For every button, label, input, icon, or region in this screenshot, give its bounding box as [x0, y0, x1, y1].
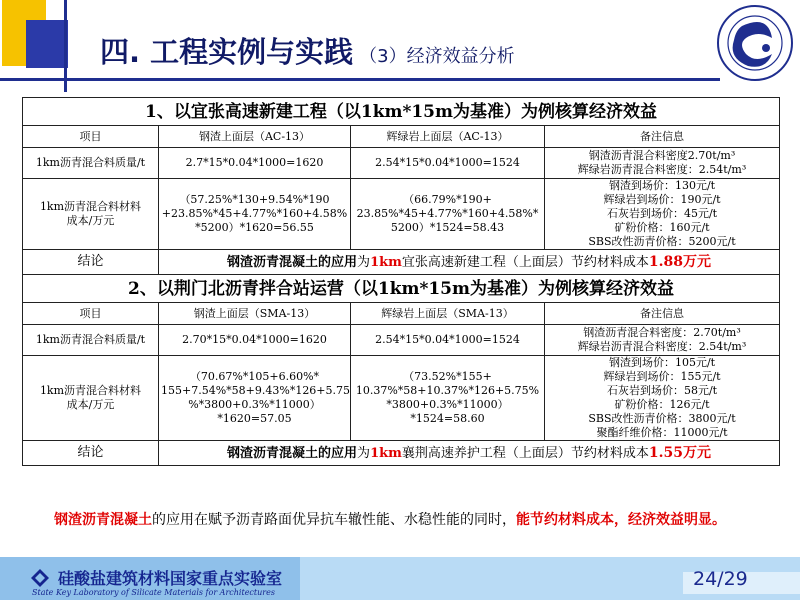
table-row	[23, 179, 780, 250]
university-seal-logo	[716, 4, 794, 82]
column-header: 项目	[23, 126, 159, 148]
table-row	[23, 356, 780, 441]
economic-benefit-table	[22, 97, 780, 466]
footer-bar	[0, 557, 800, 600]
note-line: 聚酯纤维价格：11000元/t	[596, 426, 728, 439]
note-line: 矿粉价格：126元/t	[614, 398, 710, 411]
column-header: 辉绿岩上面层（AC-13）	[351, 126, 545, 148]
section1-header-row	[23, 126, 780, 148]
section1-title: 1、以宜张高速新建工程（以1km*15m为基准）为例核算经济效益	[23, 98, 780, 126]
table-row	[23, 325, 780, 356]
row-label: 1km沥青混合料材料 成本/万元	[23, 179, 159, 250]
column-header: 钢渣上面层（AC-13）	[159, 126, 351, 148]
summary-note: 钢渣沥青混凝土的应用在赋予沥青路面优异抗车辙性能、水稳性能的同时，能节约材料成本，经济效益明显。	[54, 512, 726, 528]
note-line: 辉绿岩沥青混合料密度：2.54t/m³	[577, 340, 747, 353]
note-line: 钢渣沥青混合料密度2.70t/m³	[588, 149, 736, 162]
table-cell: （66.79%*190+ 23.85%*45+4.77%*160+4.58%* 5200）*1524=58.43	[351, 179, 545, 250]
note-line: 钢渣到场价：130元/t	[608, 179, 716, 192]
section2-conclusion-row	[23, 441, 780, 466]
table-cell: 2.7*15*0.04*1000=1620	[159, 148, 351, 179]
footer-lab-name-en: State Key Laboratory of Silicate Materials for Architectures	[32, 588, 275, 597]
row-label: 1km沥青混合料质量/t	[23, 325, 159, 356]
section2-header-row	[23, 303, 780, 325]
column-header: 备注信息	[545, 126, 780, 148]
table-cell: （70.67%*105+6.60%* 155+7.54%*58+9.43%*126+5.75 %*3800+0.3%*11000） *1620=57.05	[159, 356, 351, 441]
notes-cell	[545, 148, 780, 179]
notes-cell	[545, 179, 780, 250]
column-header: 备注信息	[545, 303, 780, 325]
footer-lab-name: 硅酸盐建筑材料国家重点实验室	[58, 569, 283, 588]
column-header: 钢渣上面层（SMA-13）	[159, 303, 351, 325]
note-line: 钢渣到场价：105元/t	[608, 356, 716, 369]
note-line: 矿粉价格：160元/t	[614, 221, 710, 234]
table-cell: 2.54*15*0.04*1000=1524	[351, 325, 545, 356]
column-header: 辉绿岩上面层（SMA-13）	[351, 303, 545, 325]
notes-cell	[545, 356, 780, 441]
lab-logo-icon	[30, 568, 50, 588]
header-deco-blue	[26, 20, 68, 68]
table-cell: （73.52%*155+ 10.37%*58+10.37%*126+5.75% *3800+0.3%*11000） *1524=58.60	[351, 356, 545, 441]
note-line: 钢渣沥青混合料密度：2.70t/m³	[583, 326, 741, 339]
page-title	[100, 30, 515, 71]
conclusion-text: 钢渣沥青混凝土的应用为1km宜张高速新建工程（上面层）节约材料成本1.88万元	[159, 250, 780, 275]
row-label: 1km沥青混合料质量/t	[23, 148, 159, 179]
note-line: 辉绿岩到场价：190元/t	[603, 193, 721, 206]
note-line: 石灰岩到场价：45元/t	[606, 207, 718, 220]
conclusion-label: 结论	[23, 441, 159, 466]
section2-title-row	[23, 275, 780, 303]
table-row	[23, 148, 780, 179]
notes-cell	[545, 325, 780, 356]
page-title-main: 四. 工程实例与实践	[100, 35, 354, 69]
section1-title-row	[23, 98, 780, 126]
row-label: 1km沥青混合料材料 成本/万元	[23, 356, 159, 441]
header-deco-hline	[0, 78, 720, 81]
conclusion-label: 结论	[23, 250, 159, 275]
note-line: SBS改性沥青价格：5200元/t	[588, 235, 736, 248]
conclusion-text: 钢渣沥青混凝土的应用为1km襄荆高速养护工程（上面层）节约材料成本1.55万元	[159, 441, 780, 466]
note-line: 辉绿岩沥青混合料密度：2.54t/m³	[577, 163, 747, 176]
note-line: SBS改性沥青价格：3800元/t	[588, 412, 736, 425]
page-title-sub: （3）经济效益分析	[359, 46, 515, 67]
column-header: 项目	[23, 303, 159, 325]
note-line: 石灰岩到场价：58元/t	[606, 384, 718, 397]
note-line: 辉绿岩到场价：155元/t	[603, 370, 721, 383]
section2-title: 2、以荆门北沥青拌合站运营（以1km*15m为基准）为例核算经济效益	[23, 275, 780, 303]
table-cell: 2.70*15*0.04*1000=1620	[159, 325, 351, 356]
table-cell: 2.54*15*0.04*1000=1524	[351, 148, 545, 179]
page-number: 24/29	[693, 568, 748, 590]
table-cell: （57.25%*130+9.54%*190 +23.85%*45+4.77%*160+4.58% *5200）*1620=56.55	[159, 179, 351, 250]
section1-conclusion-row	[23, 250, 780, 275]
